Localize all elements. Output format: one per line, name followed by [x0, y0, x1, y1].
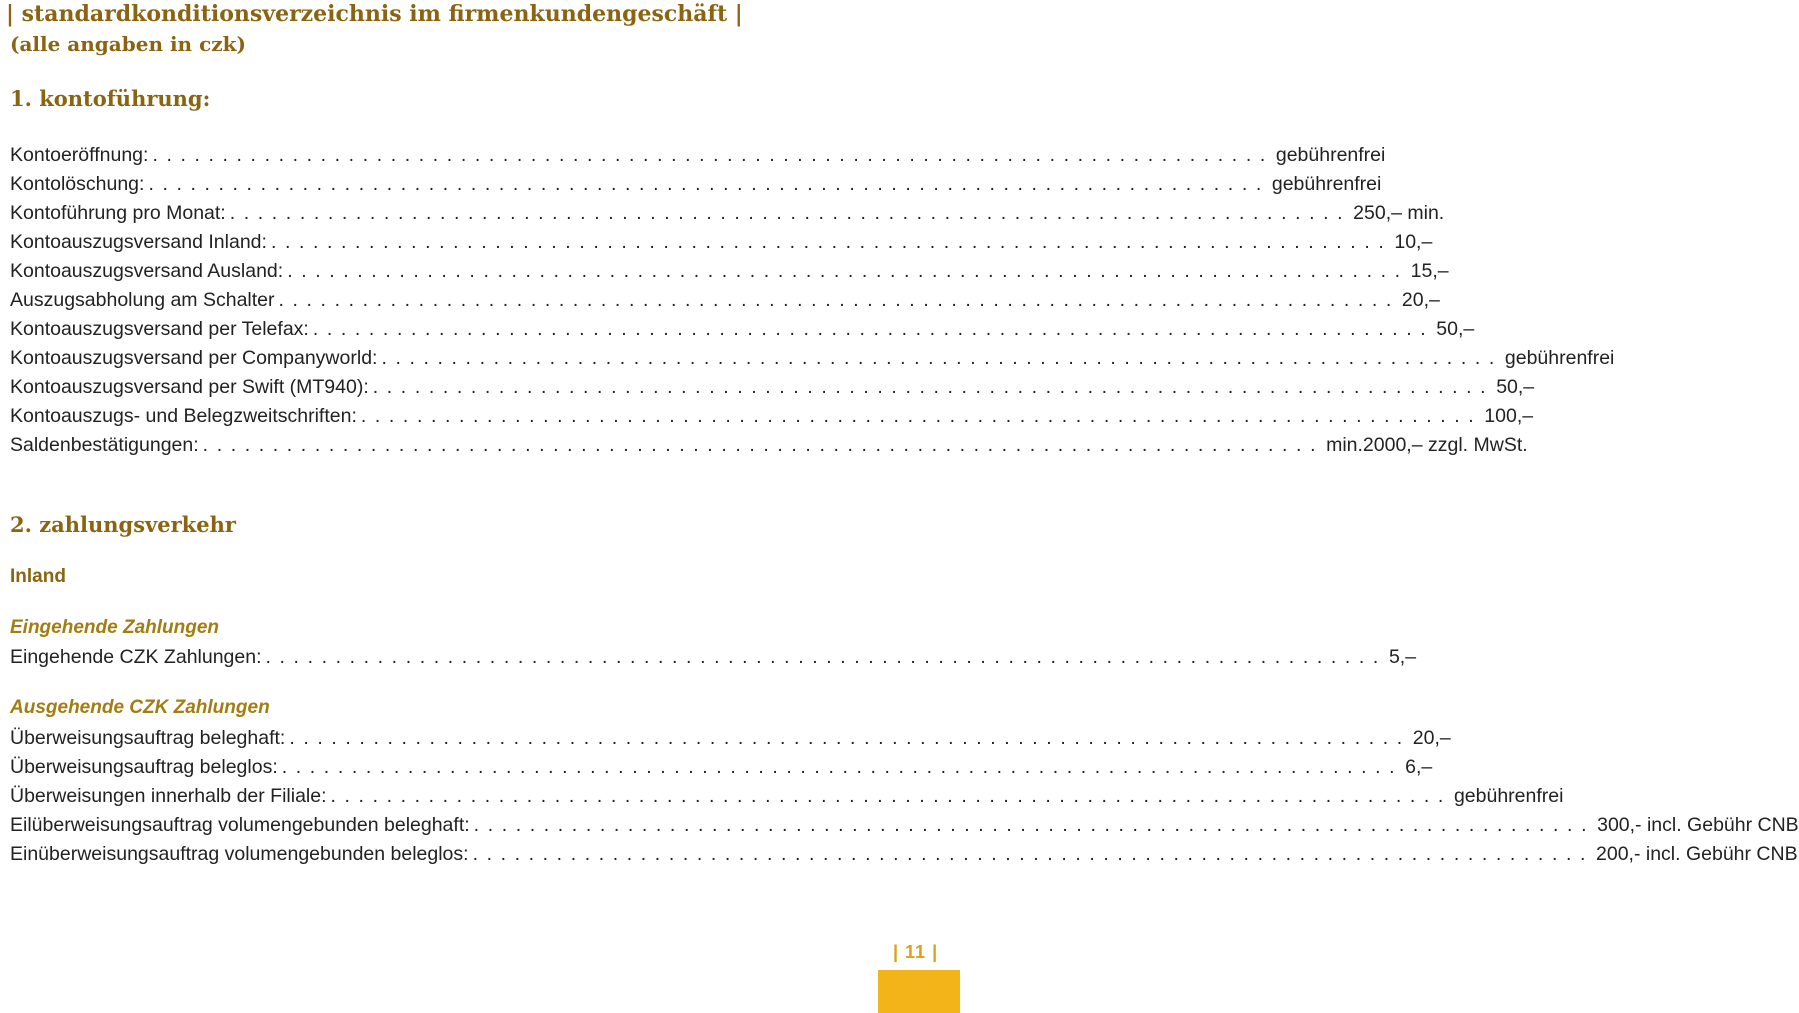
fee-value: gebührenfrei	[1275, 144, 1386, 166]
fee-label: Überweisungsauftrag beleglos:	[10, 756, 278, 778]
dot-leader: ................................................................................	[265, 646, 1387, 668]
fee-value: gebührenfrei	[1453, 785, 1564, 807]
fee-label: Kontoeröffnung:	[10, 144, 149, 166]
fee-row	[10, 257, 1449, 286]
fee-value: 20,–	[1412, 727, 1451, 749]
fee-value: 300,- incl. Gebühr CNB	[1597, 814, 1799, 836]
fee-list-eingehende	[10, 643, 1417, 672]
fee-label: Eingehende CZK Zahlungen:	[10, 646, 262, 668]
fee-value: gebührenfrei	[1504, 347, 1615, 369]
section-heading-kontofuehrung: 1. kontoführung:	[10, 86, 211, 111]
fee-list-kontofuehrung	[10, 141, 1615, 460]
fee-label: Überweisungsauftrag beleghaft:	[10, 727, 286, 749]
fee-row	[10, 141, 1386, 170]
fee-value: 100,–	[1484, 405, 1534, 427]
fee-row	[10, 724, 1451, 753]
fee-label: Saldenbestätigungen:	[10, 434, 199, 456]
fee-label: Kontoauszugsversand Inland:	[10, 231, 267, 253]
group-heading-ausgehende-zahlungen: Ausgehende CZK Zahlungen	[10, 697, 270, 718]
fee-list-ausgehende	[10, 724, 1799, 869]
dot-leader: ................................................................................	[270, 231, 1393, 253]
dot-leader: ................................................................................	[330, 785, 1452, 807]
fee-row	[10, 431, 1528, 460]
fee-value: 200,- incl. Gebühr CNB	[1596, 843, 1798, 865]
dot-leader: ................................................................................	[287, 260, 1409, 282]
fee-row	[10, 344, 1615, 373]
fee-value: 50,–	[1436, 318, 1475, 340]
fee-label: Einüberweisungsauftrag volumengebunden beleglos:	[10, 843, 469, 865]
dot-leader: ................................................................................	[360, 405, 1483, 427]
dot-leader: ................................................................................	[152, 144, 1274, 166]
fee-row	[10, 753, 1433, 782]
subsection-heading-inland: Inland	[10, 566, 66, 587]
dot-leader: ................................................................................	[281, 756, 1404, 778]
fee-row	[10, 402, 1534, 431]
fee-row	[10, 373, 1535, 402]
dot-leader: ................................................................................	[148, 173, 1270, 195]
fee-label: Kontolöschung:	[10, 173, 145, 195]
fee-label: Überweisungen innerhalb der Filiale:	[10, 785, 327, 807]
fee-row	[10, 782, 1564, 811]
fee-row	[10, 228, 1433, 257]
fee-row	[10, 315, 1475, 344]
fee-value: 10,–	[1394, 231, 1433, 253]
dot-leader: ................................................................................	[381, 347, 1503, 369]
fee-value: 250,– min.	[1353, 202, 1445, 224]
fee-row	[10, 840, 1798, 869]
fee-label: Kontoauszugsversand per Companyworld:	[10, 347, 378, 369]
fee-value: gebührenfrei	[1271, 173, 1382, 195]
fee-row	[10, 170, 1382, 199]
fee-value: 20,–	[1401, 289, 1440, 311]
fee-label: Kontoauszugsversand per Swift (MT940):	[10, 376, 369, 398]
page-number: | 11 |	[893, 942, 939, 962]
fee-row	[10, 286, 1440, 315]
dot-leader: ................................................................................	[289, 727, 1411, 749]
fee-value: 5,–	[1388, 646, 1417, 668]
dot-leader: ................................................................................	[473, 814, 1596, 836]
dot-leader: ................................................................................	[472, 843, 1594, 865]
fee-row	[10, 199, 1445, 228]
document-subtitle: (alle angaben in czk)	[10, 32, 246, 56]
fee-label: Kontoauszugsversand per Telefax:	[10, 318, 309, 340]
dot-leader: ................................................................................	[312, 318, 1435, 340]
fee-value: min.2000,– zzgl. MwSt.	[1326, 434, 1528, 456]
section-heading-zahlungsverkehr: 2. zahlungsverkehr	[10, 512, 236, 537]
document-title: | standardkonditionsverzeichnis im firmenkundengeschäft |	[6, 1, 743, 27]
dot-leader: ................................................................................	[372, 376, 1495, 398]
fee-label: Kontoauszugs- und Belegzweitschriften:	[10, 405, 357, 427]
fee-value: 50,–	[1496, 376, 1535, 398]
fee-value: 15,–	[1410, 260, 1449, 282]
fee-value: 6,–	[1405, 756, 1433, 778]
page-corner-accent	[878, 970, 960, 1013]
dot-leader: ................................................................................	[202, 434, 1325, 456]
fee-row	[10, 811, 1799, 840]
fee-label: Eilüberweisungsauftrag volumengebunden beleghaft:	[10, 814, 470, 836]
dot-leader: ................................................................................	[278, 289, 1400, 311]
dot-leader: ................................................................................	[229, 202, 1352, 224]
fee-row	[10, 643, 1417, 672]
fee-label: Auszugsabholung am Schalter	[10, 289, 275, 311]
fee-label: Kontoauszugsversand Ausland:	[10, 260, 284, 282]
fee-label: Kontoführung pro Monat:	[10, 202, 226, 224]
group-heading-eingehende-zahlungen: Eingehende Zahlungen	[10, 617, 220, 638]
